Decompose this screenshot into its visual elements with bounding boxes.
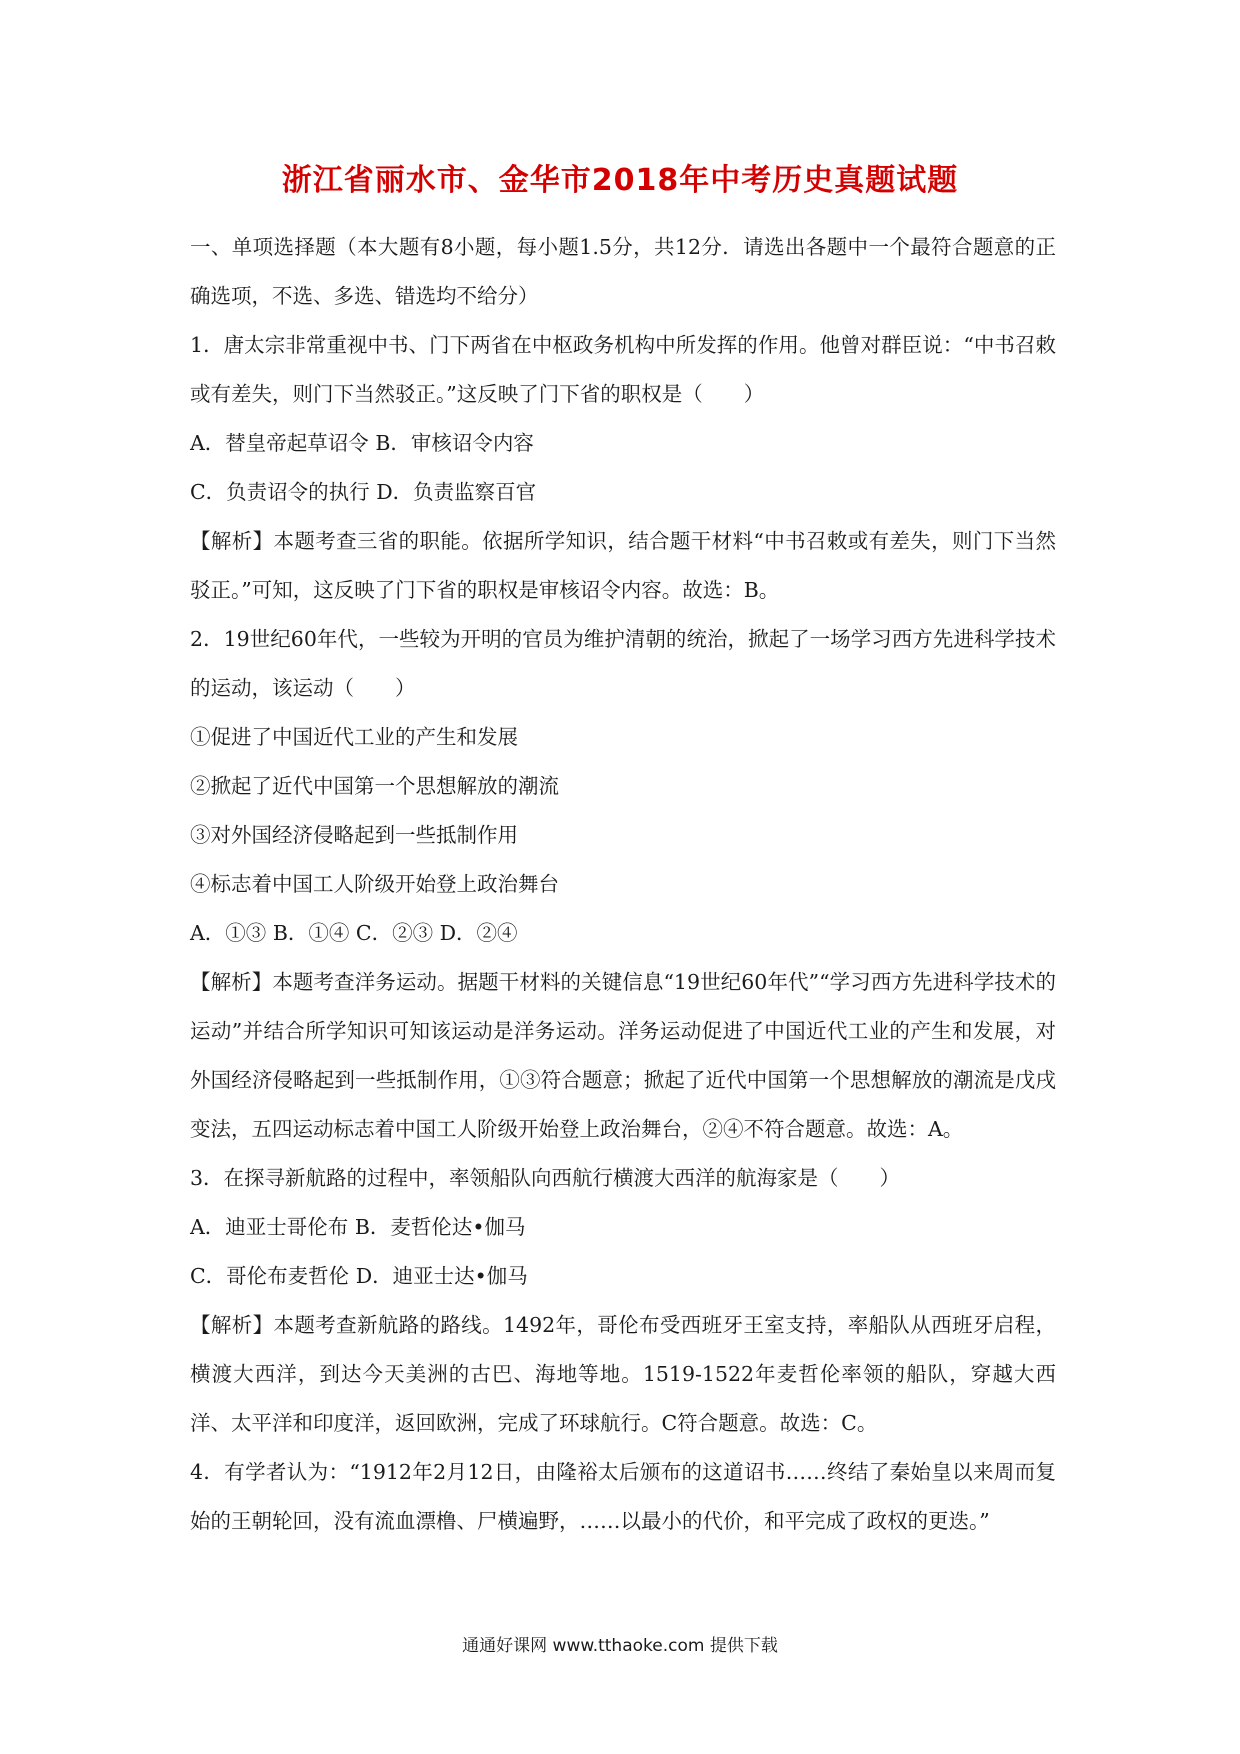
question-1-stem: 1．唐太宗非常重视中书、门下两省在中枢政务机构中所发挥的作用。他曾对群臣说：“中书召敕或有差失，则门下当然驳正。”这反映了门下省的职权是（ ） xyxy=(190,333,1056,406)
section-heading-single-choice: 一、单项选择题（本大题有8小题，每小题1.5分，共12分．请选出各题中一个最符合题意的正确选项，不选、多选、错选均不给分） xyxy=(190,235,1056,308)
question-2-stem: 2．19世纪60年代，一些较为开明的官员为维护清朝的统治，掀起了一场学习西方先进科学技术的运动，该运动（ ） xyxy=(190,627,1056,700)
question-3-options-cd: C．哥伦布麦哲伦 D．迪亚士达•伽马 xyxy=(190,1264,528,1288)
question-2-statement-3: ③对外国经济侵略起到一些抵制作用 xyxy=(190,823,518,847)
question-1-analysis: 【解析】本题考查三省的职能。依据所学知识，结合题干材料“中书召敕或有差失，则门下当然驳正。”可知，这反映了门下省的职权是审核诏令内容。故选：B。 xyxy=(190,529,1056,602)
question-2-statement-2: ②掀起了近代中国第一个思想解放的潮流 xyxy=(190,774,559,798)
question-1-options-cd: C．负责诏令的执行 D．负责监察百官 xyxy=(190,480,537,504)
question-3-analysis: 【解析】本题考查新航路的路线。1492年，哥伦布受西班牙王室支持，率船队从西班牙启程，横渡大西洋，到达今天美洲的古巴、海地等地。1519-1522年麦哲伦率领的船队，穿越大西洋、太平洋和印度洋，返回欧洲，完成了环球航行。C符合题意。故选：C。 xyxy=(190,1313,1056,1435)
question-2-options: A．①③ B．①④ C．②③ D．②④ xyxy=(190,921,518,945)
document-body xyxy=(190,223,1056,1546)
page-footer: 通通好课网 www.tthaoke.com 提供下载 xyxy=(462,1636,778,1656)
question-2-statement-4: ④标志着中国工人阶级开始登上政治舞台 xyxy=(190,872,559,896)
question-1-options-ab: A．替皇帝起草诏令 B．审核诏令内容 xyxy=(190,431,534,455)
question-4-stem: 4．有学者认为：“1912年2月12日，由隆裕太后颁布的这道诏书……终结了秦始皇以来周而复始的王朝轮回，没有流血漂橹、尸横遍野，……以最小的代价，和平完成了政权的更迭。” xyxy=(190,1460,1056,1533)
question-2-analysis: 【解析】本题考查洋务运动。据题干材料的关键信息“19世纪60年代”“学习西方先进科学技术的运动”并结合所学知识可知该运动是洋务运动。洋务运动促进了中国近代工业的产生和发展，对外国经济侵略起到一些抵制作用，①③符合题意；掀起了近代中国第一个思想解放的潮流是戊戌变法，五四运动标志着中国工人阶级开始登上政治舞台，②④不符合题意。故选：A。 xyxy=(190,970,1056,1141)
question-3-stem: 3．在探寻新航路的过程中，率领船队向西航行横渡大西洋的航海家是（ ） xyxy=(190,1166,901,1190)
document-title: 浙江省丽水市、金华市2018年中考历史真题试题 xyxy=(281,163,959,198)
question-3-options-ab: A．迪亚士哥伦布 B．麦哲伦达•伽马 xyxy=(190,1215,526,1239)
question-2-statement-1: ①促进了中国近代工业的产生和发展 xyxy=(190,725,518,749)
